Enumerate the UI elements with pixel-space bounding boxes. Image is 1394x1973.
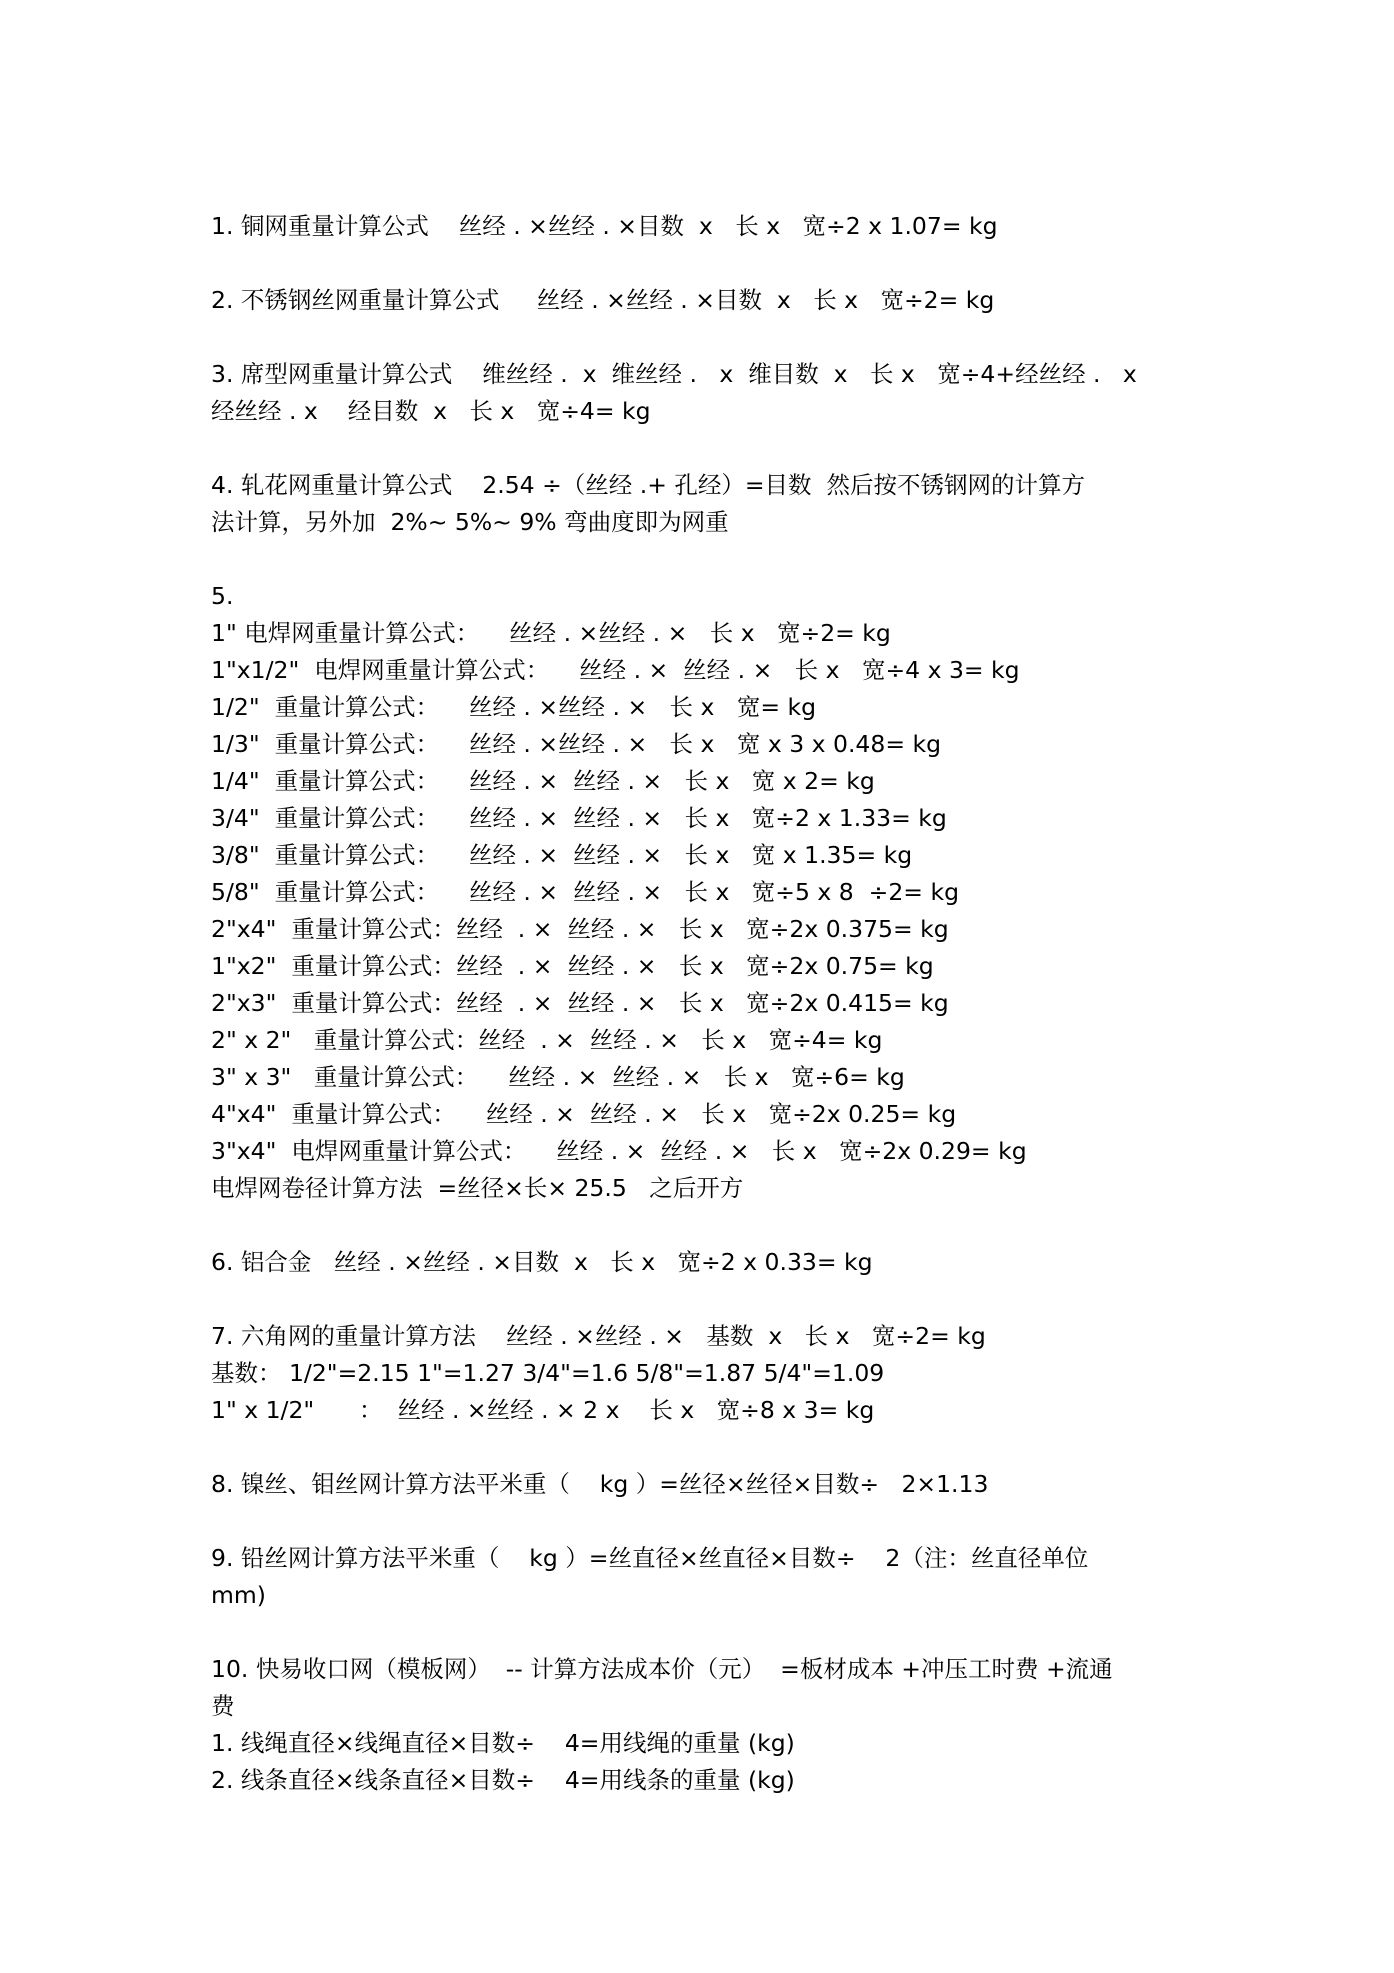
formula-line: 电焊网卷径计算方法 =丝径×长× 25.5 之后开方	[211, 1174, 744, 1202]
formula-line: 3" x 3" 重量计算公式： 丝经 . × 丝经 . × 长 x 宽÷6= kg	[211, 1063, 905, 1091]
formula-line: 1"x2" 重量计算公式：丝经 . × 丝经 . × 长 x 宽÷2x 0.75= kg	[211, 952, 934, 980]
formula-line: 1/2" 重量计算公式： 丝经 . ×丝经 . × 长 x 宽= kg	[211, 693, 817, 721]
spacer	[211, 245, 1191, 282]
formula-line: 5/8" 重量计算公式： 丝经 . × 丝经 . × 长 x 宽÷5 x 8 ÷2= kg	[211, 878, 959, 906]
document-page	[211, 208, 1191, 1799]
formula-line: 6. 铝合金 丝经 . ×丝经 . ×目数 x 长 x 宽÷2 x 0.33= kg	[211, 1248, 873, 1276]
formula-line: 2"x3" 重量计算公式：丝经 . × 丝经 . × 长 x 宽÷2x 0.415= kg	[211, 989, 949, 1017]
formula-line: 3/4" 重量计算公式： 丝经 . × 丝经 . × 长 x 宽÷2 x 1.33= kg	[211, 804, 947, 832]
formula-line: 10. 快易收口网（模板网） -- 计算方法成本价（元） =板材成本 +冲压工时费 +流通	[211, 1655, 1113, 1683]
formula-line: 4"x4" 重量计算公式： 丝经 . × 丝经 . × 长 x 宽÷2x 0.25= kg	[211, 1100, 957, 1128]
formula-line: 2" x 2" 重量计算公式：丝经 . × 丝经 . × 长 x 宽÷4= kg	[211, 1026, 883, 1054]
formula-line: 3"x4" 电焊网重量计算公式： 丝经 . × 丝经 . × 长 x 宽÷2x 0.29= kg	[211, 1137, 1027, 1165]
formula-line: 1. 线绳直径×线绳直径×目数÷ 4=用线绳的重量 (kg)	[211, 1729, 795, 1757]
formula-line: 2. 线条直径×线条直径×目数÷ 4=用线条的重量 (kg)	[211, 1766, 795, 1794]
spacer	[211, 541, 1191, 578]
formula-line: 经丝经 . x 经目数 x 长 x 宽÷4= kg	[211, 397, 651, 425]
formula-line: 1" x 1/2" ： 丝经 . ×丝经 . × 2 x 长 x 宽÷8 x 3= kg	[211, 1396, 875, 1424]
spacer	[211, 1207, 1191, 1244]
formula-line: 8. 镍丝、钼丝网计算方法平米重（ kg ）=丝径×丝径×目数÷ 2×1.13	[211, 1470, 989, 1498]
section-rib-lath-mesh	[211, 1651, 1191, 1799]
formula-line: 基数： 1/2"=2.15 1"=1.27 3/4"=1.6 5/8"=1.87 5/4"=1.09	[211, 1359, 885, 1387]
formula-line: 9. 铅丝网计算方法平米重（ kg ）=丝直径×丝直径×目数÷ 2（注：丝直径单位	[211, 1544, 1089, 1572]
formula-line: 1"x1/2" 电焊网重量计算公式： 丝经 . × 丝经 . × 长 x 宽÷4 x 3= kg	[211, 656, 1020, 684]
formula-line: 3/8" 重量计算公式： 丝经 . × 丝经 . × 长 x 宽 x 1.35= kg	[211, 841, 913, 869]
spacer	[211, 1503, 1191, 1540]
formula-line: mm)	[211, 1581, 266, 1609]
spacer	[211, 319, 1191, 356]
section-copper-mesh	[211, 208, 1191, 245]
section-lead-wire-mesh	[211, 1540, 1191, 1614]
formula-line: 1/3" 重量计算公式： 丝经 . ×丝经 . × 长 x 宽 x 3 x 0.48= kg	[211, 730, 942, 758]
formula-line: 3. 席型网重量计算公式 维丝经 . x 维丝经 . x 维目数 x 长 x 宽÷4+经丝经 . x	[211, 360, 1137, 388]
formula-line: 7. 六角网的重量计算方法 丝经 . ×丝经 . × 基数 x 长 x 宽÷2= kg	[211, 1322, 986, 1350]
section-stainless-mesh	[211, 282, 1191, 319]
formula-line: 4. 轧花网重量计算公式 2.54 ÷（丝经 .+ 孔经）=目数 然后按不锈钢网的计算方	[211, 471, 1085, 499]
spacer	[211, 1281, 1191, 1318]
section-aluminum-alloy	[211, 1244, 1191, 1281]
formula-line: 2"x4" 重量计算公式：丝经 . × 丝经 . × 长 x 宽÷2x 0.375= kg	[211, 915, 949, 943]
spacer	[211, 430, 1191, 467]
formula-line: 法计算，另外加 2%~ 5%~ 9% 弯曲度即为网重	[211, 508, 729, 536]
section-crimped-mesh	[211, 467, 1191, 541]
section-dutch-weave-mesh	[211, 356, 1191, 430]
section-welded-mesh	[211, 578, 1191, 1207]
spacer	[211, 1614, 1191, 1651]
section-number: 5.	[211, 582, 234, 610]
section-nickel-molybdenum-mesh	[211, 1466, 1191, 1503]
formula-line: 1/4" 重量计算公式： 丝经 . × 丝经 . × 长 x 宽 x 2= kg	[211, 767, 875, 795]
formula-line: 1" 电焊网重量计算公式： 丝经 . ×丝经 . × 长 x 宽÷2= kg	[211, 619, 891, 647]
formula-line: 费	[211, 1692, 235, 1720]
formula-line: 2. 不锈钢丝网重量计算公式 丝经 . ×丝经 . ×目数 x 长 x 宽÷2= kg	[211, 286, 995, 314]
formula-line: 1. 铜网重量计算公式 丝经 . ×丝经 . ×目数 x 长 x 宽÷2 x 1.07= kg	[211, 212, 998, 240]
spacer	[211, 1429, 1191, 1466]
section-hexagonal-mesh	[211, 1318, 1191, 1429]
